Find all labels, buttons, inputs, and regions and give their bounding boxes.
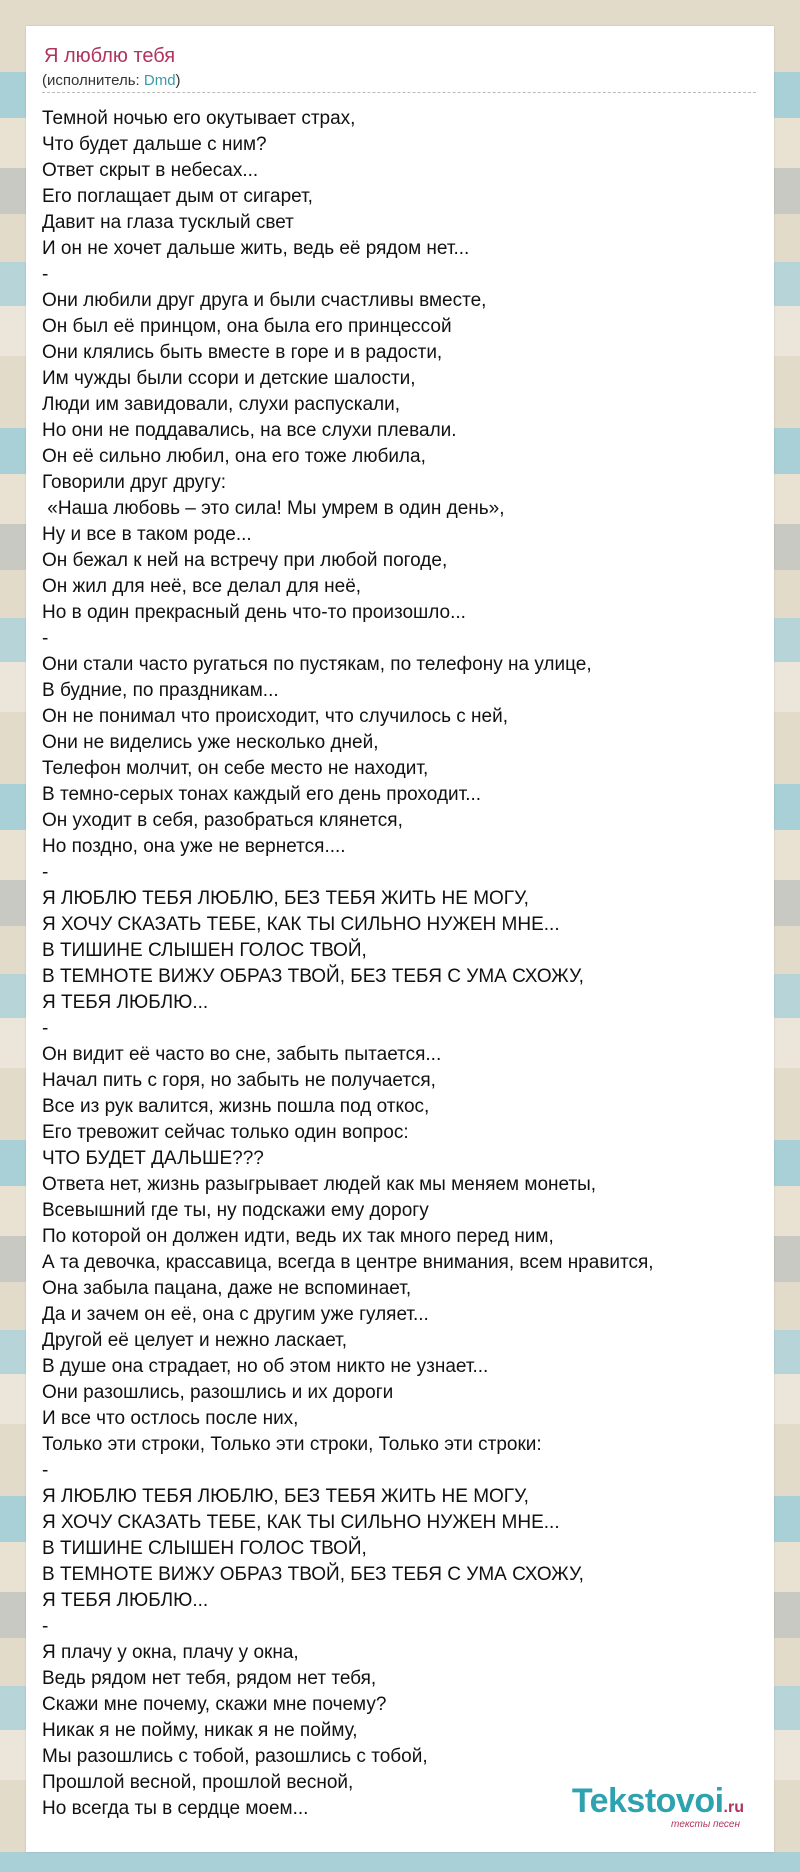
lyric-line: Он не понимал что происходит, что случилось с ней, (42, 706, 509, 727)
lyric-line: Скажи мне почему, скажи мне почему? (42, 1694, 387, 1715)
byline-suffix: ) (175, 72, 181, 89)
lyric-line: Люди им завидовали, слухи распускали, (42, 394, 401, 415)
lyric-line: Но поздно, она уже не вернется.... (42, 836, 346, 857)
lyric-line: Ну и все в таком роде... (42, 524, 252, 545)
lyric-line: Они клялись быть вместе в горе и в радости, (42, 342, 443, 363)
lyric-line: Но они не поддавались, на все слухи плевали. (42, 420, 457, 441)
artist-link[interactable]: Dmd (143, 72, 176, 89)
artist-byline (42, 72, 181, 90)
lyric-line: - (42, 264, 49, 285)
byline-prefix: (исполнитель: (42, 72, 144, 89)
lyric-line: Другой её целует и нежно ласкает, (42, 1330, 348, 1351)
lyric-line: Говорили друг другу: (42, 472, 226, 493)
lyric-line: Да и зачем он её, она с другим уже гуляет... (42, 1304, 429, 1325)
lyric-line: Они любили друг друга и были счастливы вместе, (42, 290, 487, 311)
lyric-line: Он видит её часто во сне, забыть пытается... (42, 1044, 442, 1065)
lyric-line: В душе она страдает, но об этом никто не узнает... (42, 1356, 489, 1377)
lyric-line: - (42, 1616, 49, 1637)
lyric-line: Ответа нет, жизнь разыгрывает людей как мы меняем монеты, (42, 1174, 597, 1195)
lyric-line: Его поглащает дым от сигарет, (42, 186, 313, 207)
lyric-line: Но всегда ты в сердце моем... (42, 1798, 309, 1819)
lyric-line: Его тревожит сейчас только один вопрос: (42, 1122, 409, 1143)
lyric-line: Я ХОЧУ СКАЗАТЬ ТЕБЕ, КАК ТЫ СИЛЬНО НУЖЕН МНЕ... (42, 914, 560, 935)
lyric-line: Они не виделись уже несколько дней, (42, 732, 379, 753)
lyric-line: По которой он должен идти, ведь их так много перед ним, (42, 1226, 554, 1247)
lyric-line: Я ХОЧУ СКАЗАТЬ ТЕБЕ, КАК ТЫ СИЛЬНО НУЖЕН МНЕ... (42, 1512, 560, 1533)
lyric-line: Мы разошлись с тобой, разошлись с тобой, (42, 1746, 428, 1767)
lyric-line: Ведь рядом нет тебя, рядом нет тебя, (42, 1668, 377, 1689)
lyric-line: Они стали часто ругаться по пустякам, по телефону на улице, (42, 654, 592, 675)
lyric-line: Он её сильно любил, она его тоже любила, (42, 446, 426, 467)
lyric-line: Давит на глаза тусклый свет (42, 212, 294, 233)
lyric-line: Всевышний где ты, ну подскажи ему дорогу (42, 1200, 429, 1221)
lyric-line: Я ТЕБЯ ЛЮБЛЮ... (42, 992, 209, 1013)
lyric-line: Я ЛЮБЛЮ ТЕБЯ ЛЮБЛЮ, БЕЗ ТЕБЯ ЖИТЬ НЕ МОГУ, (42, 1486, 529, 1507)
lyric-line: «Наша любовь – это сила! Мы умрем в один день», (42, 498, 505, 519)
lyric-line: В ТИШИНЕ СЛЫШЕН ГОЛОС ТВОЙ, (42, 1538, 367, 1559)
lyric-line: И он не хочет дальше жить, ведь её рядом нет... (42, 238, 470, 259)
logo-tagline: тексты песен (671, 1819, 740, 1830)
title-divider (42, 92, 756, 93)
lyric-line: Но в один прекрасный день что-то произошло... (42, 602, 466, 623)
lyric-line: Все из рук валится, жизнь пошла под откос, (42, 1096, 430, 1117)
song-title: Я люблю тебя (44, 45, 176, 67)
lyric-line: ЧТО БУДЕТ ДАЛЬШЕ??? (42, 1148, 264, 1169)
lyrics-body (42, 106, 762, 1822)
lyric-line: Они разошлись, разошлись и их дороги (42, 1382, 394, 1403)
lyric-line: - (42, 1018, 49, 1039)
lyric-line: - (42, 862, 49, 883)
lyric-line: В ТЕМНОТЕ ВИЖУ ОБРАЗ ТВОЙ, БЕЗ ТЕБЯ С УМА СХОЖУ, (42, 966, 584, 987)
lyric-line: Он жил для неё, все делал для неё, (42, 576, 362, 597)
lyric-line: Никак я не пойму, никак я не пойму, (42, 1720, 358, 1741)
lyric-line: В ТЕМНОТЕ ВИЖУ ОБРАЗ ТВОЙ, БЕЗ ТЕБЯ С УМА СХОЖУ, (42, 1564, 584, 1585)
lyric-line: Ответ скрыт в небесах... (42, 160, 259, 181)
lyric-line: Я плачу у окна, плачу у окна, (42, 1642, 299, 1663)
lyric-line: Телефон молчит, он себе место не находит, (42, 758, 429, 779)
lyric-line: Им чужды были ссори и детские шалости, (42, 368, 416, 389)
lyric-line: В темно-серых тонах каждый его день проходит... (42, 784, 482, 805)
lyric-line: Он бежал к ней на встречу при любой погоде, (42, 550, 448, 571)
site-logo[interactable] (572, 1784, 744, 1830)
logo-name: Tekstovoi (571, 1782, 724, 1820)
lyric-line: Только эти строки, Только эти строки, Только эти строки: (42, 1434, 542, 1455)
lyric-line: - (42, 628, 49, 649)
lyric-line: Начал пить с горя, но забыть не получается, (42, 1070, 436, 1091)
lyric-line: - (42, 1460, 49, 1481)
logo-tld: .ru (723, 1799, 744, 1816)
lyric-line: Что будет дальше с ним? (42, 134, 267, 155)
lyric-line: Я ЛЮБЛЮ ТЕБЯ ЛЮБЛЮ, БЕЗ ТЕБЯ ЖИТЬ НЕ МОГУ, (42, 888, 529, 909)
lyric-line: Темной ночью его окутывает страх, (42, 108, 356, 129)
lyric-line: Она забыла пацана, даже не вспоминает, (42, 1278, 412, 1299)
lyric-line: И все что остлось после них, (42, 1408, 299, 1429)
lyric-line: А та девочка, крассавица, всегда в центре внимания, всем нравится, (42, 1252, 654, 1273)
lyric-line: В ТИШИНЕ СЛЫШЕН ГОЛОС ТВОЙ, (42, 940, 367, 961)
lyrics-card (26, 26, 774, 1852)
lyric-line: Я ТЕБЯ ЛЮБЛЮ... (42, 1590, 209, 1611)
lyric-line: Он уходит в себя, разобраться клянется, (42, 810, 403, 831)
lyric-line: В будние, по праздникам... (42, 680, 279, 701)
lyric-line: Прошлой весной, прошлой весной, (42, 1772, 354, 1793)
lyric-line: Он был её принцом, она была его принцессой (42, 316, 452, 337)
